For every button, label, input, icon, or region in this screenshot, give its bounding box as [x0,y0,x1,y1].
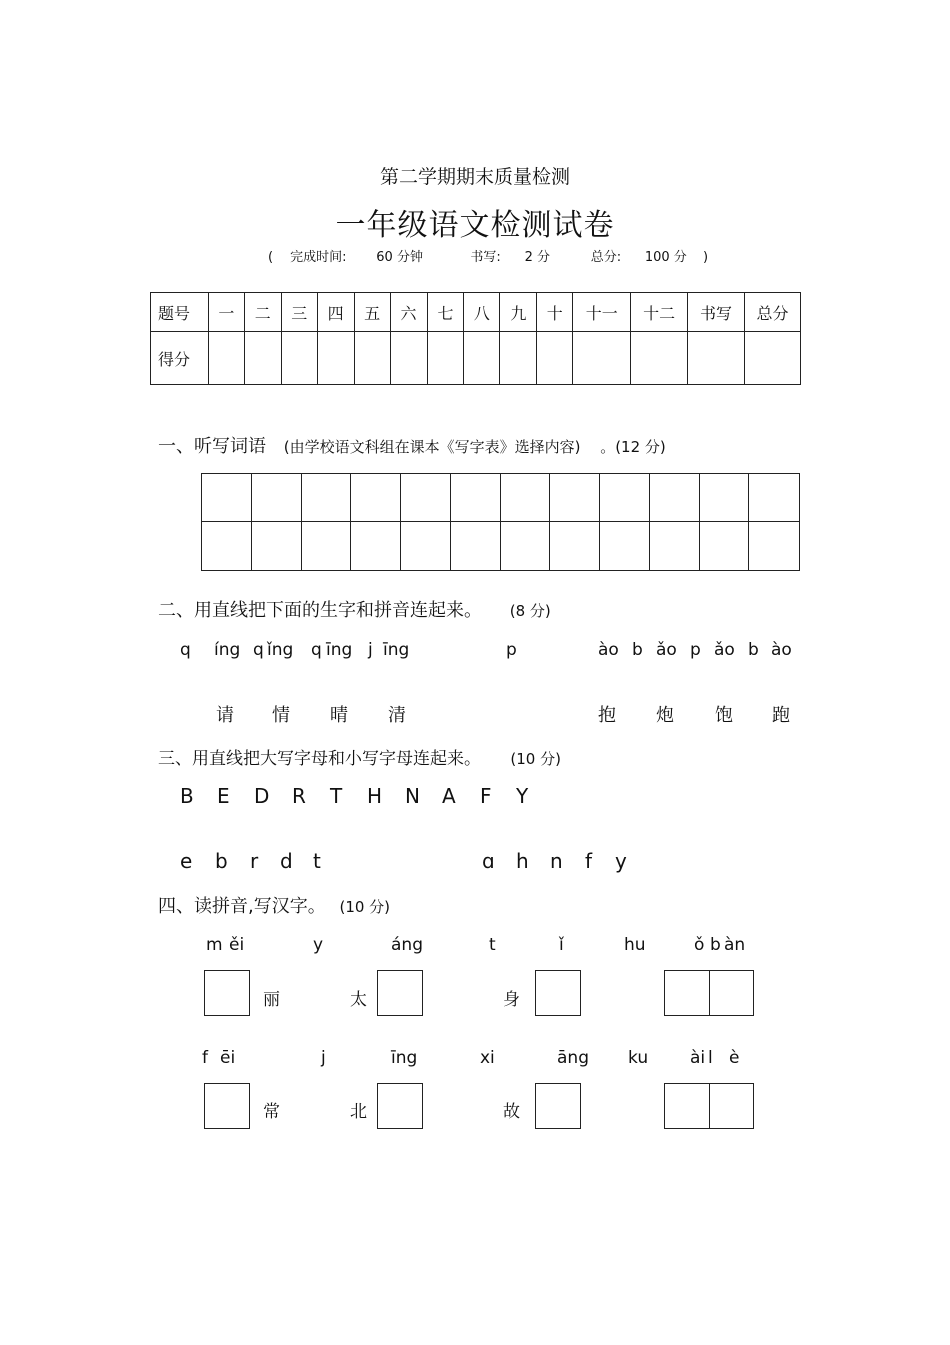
pinyin: q [180,640,191,660]
upper-letter: R [292,784,306,808]
pinyin: q [311,640,322,660]
lower-letter: n [550,849,563,873]
table-cell: 三 [281,293,317,332]
table-cell: 七 [427,293,464,332]
hanzi: 太 [350,990,367,1010]
hanzi: 北 [350,1102,367,1122]
write-box[interactable] [204,970,250,1016]
section2-title: 二、用直线把下面的生字和拼音连起来。 [158,600,482,621]
pinyin: ēi [220,1048,236,1068]
pinyin: y [313,935,324,955]
lower-letter: d [280,849,293,873]
lower-letter: t [313,849,321,873]
hanzi: 请 [216,705,234,726]
section1-heading [158,432,666,458]
section2-pinyin-row [0,640,950,662]
pinyin: m [206,935,223,955]
pinyin: j [368,640,373,660]
pinyin: ǎo [714,640,735,660]
section2-score: (8 分) [509,602,551,620]
pinyin: j [321,1048,326,1068]
section2-char-row [0,701,950,725]
pinyin: īng [391,1048,418,1068]
pinyin: ào [771,640,792,660]
section1-note: (由学校语文科组在课本《写字表》选择内容) [283,438,581,456]
hanzi: 跑 [772,705,790,726]
upper-letter: T [330,784,343,808]
write-box[interactable] [377,970,423,1016]
table-cell: 十二 [631,293,688,332]
score-cell[interactable] [688,332,745,385]
score-cell[interactable] [427,332,464,385]
write-box-double[interactable] [664,1083,754,1129]
section4-pinyin-row-1 [0,935,950,957]
section1-title: 一、听写词语 [158,436,266,457]
pinyin: āng [557,1048,589,1068]
pinyin: t [489,935,496,955]
upper-letter: N [405,784,420,808]
section4-score: (10 分) [339,898,391,916]
section3-score: (10 分) [510,750,561,768]
table-cell: 题号 [151,293,209,332]
lower-letter: f [585,849,593,873]
pinyin: ku [628,1048,649,1068]
info-close-paren: ) [702,250,709,265]
table-cell: 书写 [688,293,745,332]
pinyin: īng [326,640,353,660]
table-cell: 得分 [151,332,209,385]
lower-letter: r [250,849,259,873]
upper-letter: Y [516,784,529,808]
pinyin: b [632,640,643,660]
pinyin: íng [214,640,241,660]
pinyin: l [708,1048,713,1068]
section4-pinyin-row-2 [0,1048,950,1070]
pinyin: īng [383,640,410,660]
lowercase-row [0,849,950,875]
info-open-paren: ( [268,250,274,265]
info-writing-label: 书写: [470,250,501,265]
pinyin: ǐng [267,640,294,660]
pinyin: hu [624,935,646,955]
uppercase-row [0,784,950,810]
table-cell: 二 [244,293,281,332]
pinyin: b [710,935,721,955]
write-box[interactable] [377,1083,423,1129]
section1-score: 。(12 分) [600,438,666,456]
info-time-label: 完成时间: [290,250,347,265]
lower-letter: b [215,849,228,873]
score-cell[interactable] [208,332,244,385]
score-cell[interactable] [281,332,317,385]
score-table-header-row [151,293,801,332]
score-cell[interactable] [244,332,281,385]
write-box[interactable] [535,1083,581,1129]
upper-letter: F [480,784,492,808]
upper-letter: E [217,784,230,808]
exam-info [268,246,708,265]
lower-letter: h [516,849,529,873]
info-total-label: 总分: [590,250,622,265]
pinyin: p [690,640,701,660]
hanzi: 饱 [715,705,733,726]
write-box[interactable] [204,1083,250,1129]
pinyin: àn [724,935,746,955]
lower-letter: ɑ [482,849,495,873]
hanzi: 身 [503,990,520,1010]
score-cell[interactable] [744,332,800,385]
pinyin: q [253,640,264,660]
table-cell: 总分 [744,293,800,332]
hanzi: 丽 [263,990,280,1010]
pinyin: ǎo [656,640,677,660]
hanzi: 炮 [656,705,674,726]
pinyin: ǒ [694,935,705,955]
upper-letter: H [367,784,383,808]
pinyin: ài [690,1048,706,1068]
score-table-score-row [151,332,801,385]
table-cell: 五 [354,293,390,332]
section3-heading [158,744,561,769]
section4-title: 四、读拼音,写汉字。 [158,896,326,917]
hanzi: 抱 [598,705,616,726]
hanzi: 清 [388,705,406,726]
hanzi: 故 [503,1102,520,1122]
upper-letter: B [180,784,194,808]
info-time-value: 60 分钟 [376,250,423,265]
pinyin: ǐ [559,935,564,955]
write-box-double[interactable] [664,970,754,1016]
section2-heading [158,596,551,622]
pinyin: ào [598,640,619,660]
lower-letter: e [180,849,193,873]
score-cell[interactable] [573,332,631,385]
score-table [150,292,801,385]
pinyin: ěi [229,935,245,955]
section3-title: 三、用直线把大写字母和小写字母连起来。 [158,749,481,769]
table-cell: 十一 [573,293,631,332]
pinyin: è [729,1048,740,1068]
upper-letter: D [254,784,270,808]
pinyin: f [202,1048,208,1068]
exam-subtitle: 第二学期期末质量检测 [379,166,570,188]
hanzi: 情 [272,705,290,726]
dictation-grid[interactable] [201,473,800,571]
score-cell[interactable] [354,332,390,385]
table-cell: 六 [390,293,427,332]
score-cell[interactable] [631,332,688,385]
score-cell[interactable] [500,332,537,385]
table-cell: 十 [537,293,573,332]
section4-heading [158,892,390,918]
score-cell[interactable] [537,332,573,385]
hanzi: 晴 [330,705,348,726]
score-cell[interactable] [390,332,427,385]
hanzi: 常 [263,1102,280,1122]
table-cell: 九 [500,293,537,332]
table-cell: 八 [464,293,500,332]
table-cell: 四 [317,293,354,332]
table-cell: 一 [208,293,244,332]
lower-letter: y [615,849,627,873]
upper-letter: A [442,784,456,808]
pinyin: p [506,640,517,660]
pinyin: áng [391,935,423,955]
score-cell[interactable] [464,332,500,385]
exam-title: 一年级语文检测试卷 [335,208,615,243]
info-writing-value: 2 分 [524,250,550,265]
write-box[interactable] [535,970,581,1016]
score-cell[interactable] [317,332,354,385]
pinyin: xi [480,1048,495,1068]
info-total-value: 100 分 [644,250,687,265]
pinyin: b [748,640,759,660]
